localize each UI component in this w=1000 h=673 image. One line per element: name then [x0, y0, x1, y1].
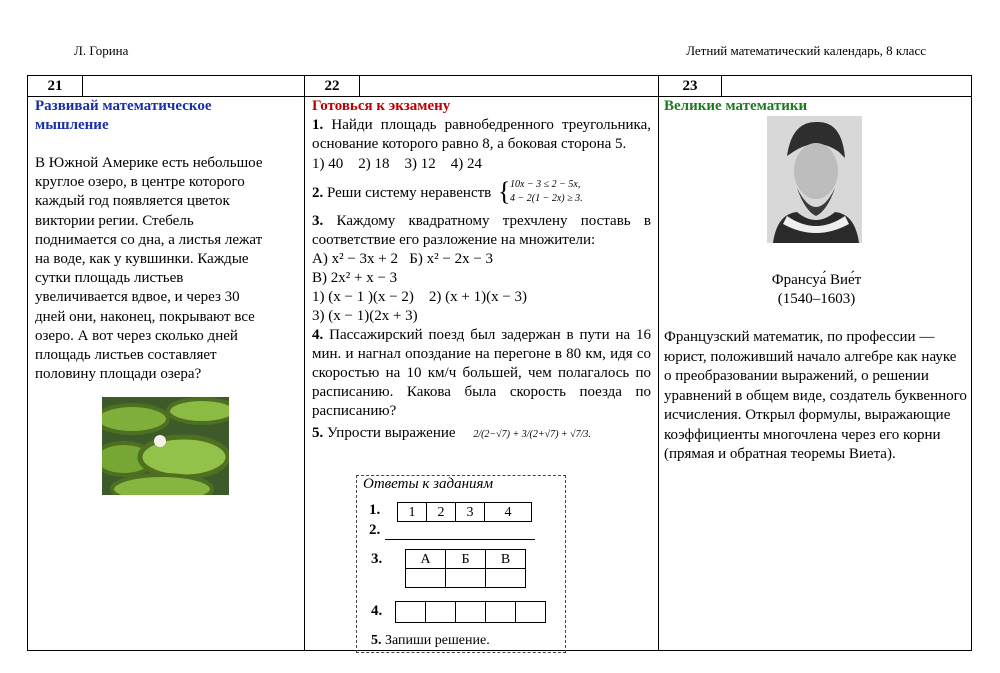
system-line-2: 4 − 2(1 − 2x) ≥ 3. — [510, 193, 583, 204]
answer-4-cell[interactable] — [455, 601, 486, 623]
task-4: 4. Пассажирский поезд был задержан в пути на 16 мин. и нагнал опоздание на перегоне в 80 км, идя со скоростью на 10 км/ч большей, чем полагалось по расписанию. Какова была скорость поезда по расписанию? — [312, 327, 651, 419]
column-22 — [312, 97, 651, 444]
answer-2-line[interactable] — [385, 539, 535, 540]
header-title: Летний математический календарь, 8 класс — [686, 43, 926, 58]
answer-3-cell-c[interactable] — [485, 568, 526, 588]
answer-cell-4[interactable]: 4 — [484, 502, 532, 522]
day-number-21: 21 — [47, 78, 63, 94]
answer-cell-3[interactable]: 3 — [455, 502, 485, 522]
answer-label-2: 2. — [369, 522, 381, 538]
answer-3-cell-b[interactable] — [445, 568, 486, 588]
column-21-text: В Южной Америке есть небольшое круглое озеро, в центре которого каждый год появляется цветок виктории регии. Стебель поднимается со дна, а листья лежат на воде, как у кувшинки. Каждые сутки площадь листьев увеличивается вдвое, и через 30 дней они, наконец, покрывают все озеро. А вот через сколько дней площадь листьев составляет половину площади озера? — [35, 155, 263, 383]
task-5: 5. Упрости выражение 2/(2−√7) + 3/(2+√7) + √7/3. — [312, 425, 591, 441]
answers-title: Ответы к заданиям — [363, 476, 494, 492]
task-3-options-2: 3) (x − 1)(2x + 3) — [312, 308, 418, 324]
viete-portrait — [767, 116, 862, 243]
victoria-regia-image — [102, 397, 229, 495]
person-bio: Французский математик, по профессии — юрист, положивший начало алгебре как науке о преобразовании выражений, о решении уравнений в общем виде, создатель буквенного исчисления. Открыл формулы, выражающие коэффициенты многочлена через его корни (прямая и обратная теоремы Виета). — [664, 329, 967, 462]
column-22-title: Готовься к экзамену — [312, 98, 451, 114]
task-5-expression: 2/(2−√7) + 3/(2+√7) + √7/3. — [473, 429, 591, 440]
answer-3-header-a: А — [405, 549, 446, 569]
answer-4-cell[interactable] — [515, 601, 546, 623]
task-3-options-1: 1) (x − 1 )(x − 2) 2) (x + 1)(x − 3) — [312, 289, 528, 305]
task-3-items-ab: А) x² − 3x + 2 Б) x² − 2x − 3 — [312, 251, 494, 267]
column-23 — [664, 97, 969, 465]
answer-3-header-b: Б — [445, 549, 486, 569]
task-1-options: 1) 40 2) 18 3) 12 4) 24 — [312, 156, 482, 172]
column-21 — [35, 97, 297, 384]
answers-panel — [356, 475, 566, 653]
answer-label-4: 4. — [371, 603, 383, 619]
column-23-title: Великие математики — [664, 98, 808, 114]
header-author: Л. Горина — [74, 43, 129, 58]
task-3: 3. Каждому квадратному трехчлену поставь в соответствие его разложение на множители: — [312, 213, 651, 248]
day-number-23: 23 — [682, 78, 698, 94]
task-1: 1. Найди площадь равнобедренного треугольника, основание которого равно 8, а боковая сторона 5. — [312, 117, 652, 152]
lily-flower — [154, 435, 166, 447]
task-3-item-c: В) 2x² + x − 3 — [312, 270, 398, 286]
answer-3-cell-a[interactable] — [405, 568, 446, 588]
answer-4-cell[interactable] — [395, 601, 426, 623]
answer-4-cell[interactable] — [425, 601, 456, 623]
person-name: Франсуа́ Вие́т — [771, 272, 862, 288]
system-line-1: 10x − 3 ≤ 2 − 5x, — [510, 179, 581, 190]
answer-4-cell[interactable] — [485, 601, 516, 623]
task-2: 2. Реши систему неравенств { 10x − 3 ≤ 2 − 5x, 4 − 2(1 − 2x) ≥ 3. — [312, 177, 583, 206]
answer-cell-1[interactable]: 1 — [397, 502, 427, 522]
answer-5: 5. Запиши решение. — [371, 633, 490, 648]
answer-3-header-c: В — [485, 549, 526, 569]
answer-label-3: 3. — [371, 551, 383, 567]
answer-cell-2[interactable]: 2 — [426, 502, 456, 522]
day-number-22: 22 — [324, 78, 340, 94]
person-years: (1540–1603) — [777, 291, 856, 307]
answer-label-1: 1. — [369, 502, 381, 518]
column-21-title: Развивай математическое мышление — [35, 98, 212, 133]
